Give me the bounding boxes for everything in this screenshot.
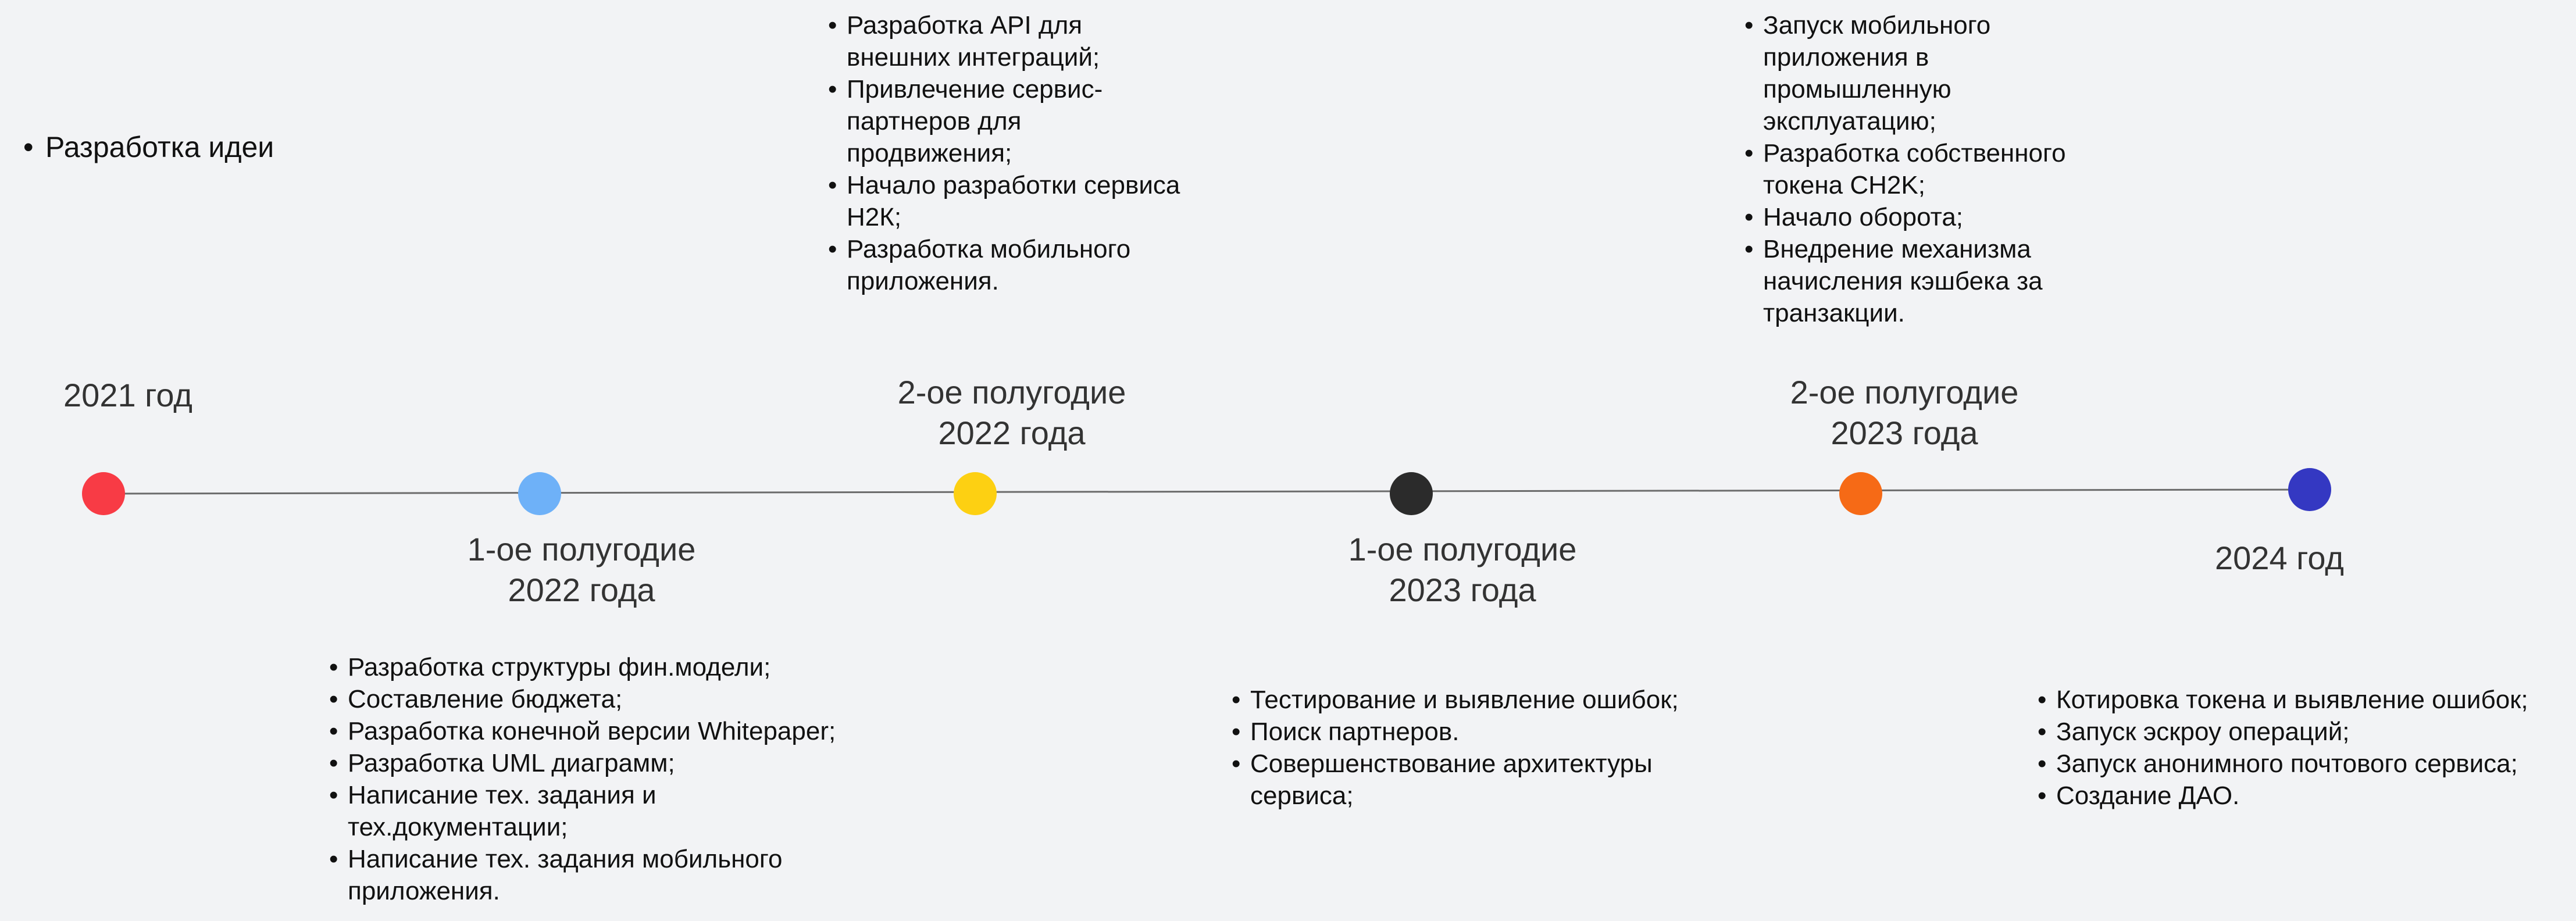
milestone-dot-h1-2023 [1390, 472, 1433, 515]
milestone-label-h2-2022: 2-ое полугодие 2022 года [897, 374, 1126, 451]
task-item: • Написание тех. задания мобильного приложения. [329, 843, 848, 907]
milestone-label-h1-2023: 1-ое полугодие 2023 года [1348, 531, 1577, 608]
task-item: • Привлечение сервис-партнеров для продвижения; [828, 73, 1149, 169]
task-list-2024 [2038, 684, 2573, 812]
milestone-dot-h2-2023 [1839, 472, 1882, 515]
task-item: • Запуск анонимного почтового сервиса; [2038, 748, 2573, 780]
task-item: • Написание тех. задания и тех.документации; [329, 779, 673, 843]
task-item: • Запуск мобильного приложения в промышленную эксплуатацию; [1744, 9, 2036, 137]
task-item: • Разработка собственного токена CH2K; [1744, 137, 2112, 201]
task-list-2021 [23, 129, 349, 165]
task-list-h1-2022 [329, 651, 870, 907]
task-item: • Начало разработки сервиса Н2К; [828, 169, 1212, 233]
task-item: • Внедрение механизма начисления кэшбека за транзакции. [1744, 233, 2089, 329]
task-item: • Разработка конечной версии Whitepaper; [329, 715, 870, 747]
milestone-dot-h2-2022 [954, 472, 997, 515]
task-item: • Запуск эскроу операций; [2038, 716, 2573, 748]
task-list-h1-2023 [1232, 684, 1732, 812]
milestone-dot-h1-2022 [518, 472, 561, 515]
task-item: • Поиск партнеров. [1232, 716, 1732, 748]
task-item: • Разработка структуры фин.модели; [329, 651, 870, 683]
milestone-label-h1-2022: 1-ое полугодие 2022 года [467, 531, 696, 608]
task-item: • Совершенствование архитектуры сервиса; [1232, 748, 1715, 812]
milestone-dot-2021 [82, 472, 125, 515]
milestone-dot-2024 [2288, 468, 2331, 511]
task-item: • Разработка мобильного приложения. [828, 233, 1184, 297]
task-item: • Тестирование и выявление ошибок; [1232, 684, 1732, 716]
task-item: • Создание ДАО. [2038, 780, 2573, 812]
milestone-label-h2-2023: 2-ое полугодие 2023 года [1790, 374, 2019, 451]
task-item: • Разработка идеи [23, 129, 349, 165]
milestone-label-2021: 2021 год [63, 377, 192, 413]
task-item: • Котировка токена и выявление ошибок; [2038, 684, 2573, 716]
task-item: • Начало оборота; [1744, 201, 2117, 233]
timeline-line [104, 490, 2310, 494]
task-list-h2-2022 [828, 9, 1212, 297]
task-item: • Разработка API для внешних интеграций; [828, 9, 1149, 73]
milestone-label-2024: 2024 год [2215, 540, 2344, 576]
task-list-h2-2023 [1744, 9, 2117, 329]
task-item: • Разработка UML диаграмм; [329, 747, 870, 779]
task-item: • Составление бюджета; [329, 683, 870, 715]
